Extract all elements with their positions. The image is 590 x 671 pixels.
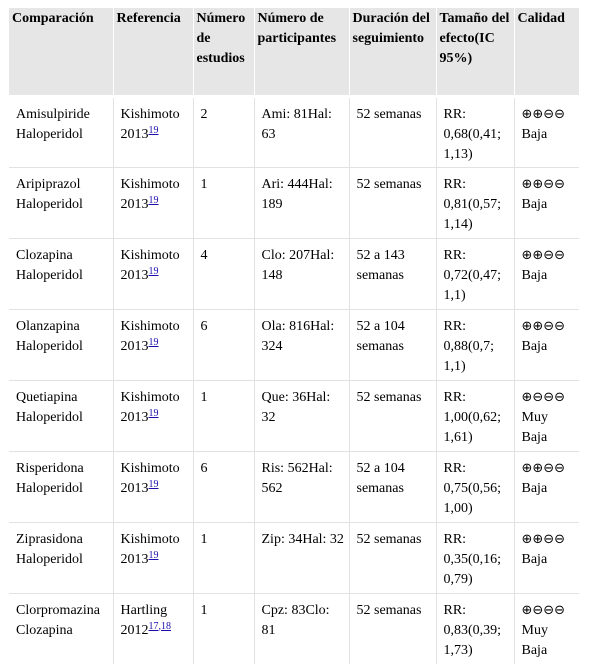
quality-label: Baja (521, 551, 548, 567)
citation-link[interactable]: 19 (148, 549, 159, 561)
drug-a: Risperidona (16, 460, 84, 476)
cell-participantes: Ari: 444Hal: 189 (254, 167, 349, 238)
cell-participantes: Ola: 816Hal: 324 (254, 309, 349, 380)
drug-b: Haloperidol (16, 480, 83, 496)
citation-link[interactable]: 19 (148, 407, 159, 419)
cell-participantes: Ami: 81Hal: 63 (254, 96, 349, 167)
quality-label: Baja (521, 338, 548, 354)
cell-referencia (113, 167, 193, 238)
grade-quality-icon: ⊕⊕⊖⊖ (521, 531, 566, 547)
table-header-row (9, 8, 579, 96)
cell-calidad (514, 238, 579, 309)
table-row (9, 238, 579, 309)
cell-participantes: Cpz: 83Clo: 81 (254, 593, 349, 664)
cell-referencia (113, 451, 193, 522)
cell-calidad (514, 167, 579, 238)
cell-participantes: Ris: 562Hal: 562 (254, 451, 349, 522)
cell-calidad (514, 522, 579, 593)
cell-tamano-efecto: RR: 0,72(0,47; 1,1) (436, 238, 514, 309)
drug-a: Aripiprazol (16, 176, 81, 192)
cell-duracion: 52 semanas (349, 522, 436, 593)
comparison-table (9, 8, 579, 664)
table-row (9, 380, 579, 451)
citation-link[interactable]: 17,18 (148, 620, 171, 632)
grade-quality-icon: ⊕⊖⊖⊖ (521, 389, 566, 405)
cell-tamano-efecto: RR: 0,83(0,39; 1,73) (436, 593, 514, 664)
drug-b: Haloperidol (16, 196, 83, 212)
cell-calidad (514, 96, 579, 167)
drug-b: Haloperidol (16, 267, 83, 283)
table-row (9, 96, 579, 167)
table-row (9, 309, 579, 380)
table-row (9, 451, 579, 522)
cell-duracion: 52 semanas (349, 96, 436, 167)
drug-a: Olanzapina (16, 318, 80, 334)
cell-comparacion (9, 380, 113, 451)
cell-comparacion (9, 167, 113, 238)
cell-referencia (113, 309, 193, 380)
header-comparacion: Comparación (9, 8, 113, 96)
reference-text: Kishimoto 2013 (120, 106, 180, 142)
cell-participantes: Zip: 34Hal: 32 (254, 522, 349, 593)
cell-referencia (113, 522, 193, 593)
drug-a: Amisulpiride (16, 106, 90, 122)
grade-quality-icon: ⊕⊕⊖⊖ (521, 460, 566, 476)
quality-label: Baja (521, 480, 548, 496)
drug-b: Haloperidol (16, 338, 83, 354)
header-duracion: Duración del seguimiento (349, 8, 436, 96)
quality-label: Baja (521, 267, 548, 283)
cell-referencia (113, 238, 193, 309)
header-calidad: Calidad (514, 8, 579, 96)
reference-text: Kishimoto 2013 (120, 460, 180, 496)
cell-numero-estudios: 1 (193, 380, 254, 451)
table-row (9, 522, 579, 593)
cell-calidad (514, 593, 579, 664)
cell-tamano-efecto: RR: 1,00(0,62; 1,61) (436, 380, 514, 451)
grade-quality-icon: ⊕⊕⊖⊖ (521, 176, 566, 192)
quality-label: Muy Baja (521, 622, 548, 658)
drug-b: Haloperidol (16, 551, 83, 567)
cell-numero-estudios: 1 (193, 593, 254, 664)
cell-comparacion (9, 96, 113, 167)
cell-tamano-efecto: RR: 0,75(0,56; 1,00) (436, 451, 514, 522)
reference-text: Hartling 2012 (120, 602, 168, 638)
cell-numero-estudios: 6 (193, 309, 254, 380)
drug-a: Clorpromazina (16, 602, 100, 618)
header-numero-estudios: Número de estudios (193, 8, 254, 96)
header-numero-participantes: Número de participantes (254, 8, 349, 96)
citation-link[interactable]: 19 (148, 194, 159, 206)
cell-participantes: Clo: 207Hal: 148 (254, 238, 349, 309)
quality-label: Muy Baja (521, 409, 548, 445)
reference-text: Kishimoto 2013 (120, 247, 180, 283)
drug-a: Ziprasidona (16, 531, 83, 547)
cell-duracion: 52 a 143 semanas (349, 238, 436, 309)
drug-b: Haloperidol (16, 409, 83, 425)
reference-text: Kishimoto 2013 (120, 176, 180, 212)
quality-label: Baja (521, 196, 548, 212)
grade-quality-icon: ⊕⊕⊖⊖ (521, 247, 566, 263)
cell-tamano-efecto: RR: 0,35(0,16; 0,79) (436, 522, 514, 593)
cell-numero-estudios: 1 (193, 522, 254, 593)
cell-comparacion (9, 522, 113, 593)
table-row (9, 167, 579, 238)
grade-quality-icon: ⊕⊕⊖⊖ (521, 318, 566, 334)
cell-duracion: 52 a 104 semanas (349, 309, 436, 380)
drug-a: Quetiapina (16, 389, 78, 405)
grade-quality-icon: ⊕⊕⊖⊖ (521, 106, 566, 122)
cell-tamano-efecto: RR: 0,81(0,57; 1,14) (436, 167, 514, 238)
header-referencia: Referencia (113, 8, 193, 96)
table-row (9, 593, 579, 664)
header-tamano-efecto: Tamaño del efecto(IC 95%) (436, 8, 514, 96)
cell-referencia (113, 593, 193, 664)
cell-numero-estudios: 1 (193, 167, 254, 238)
reference-text: Kishimoto 2013 (120, 531, 180, 567)
cell-duracion: 52 semanas (349, 167, 436, 238)
cell-calidad (514, 380, 579, 451)
cell-comparacion (9, 309, 113, 380)
cell-calidad (514, 451, 579, 522)
cell-duracion: 52 semanas (349, 593, 436, 664)
cell-comparacion (9, 593, 113, 664)
cell-tamano-efecto: RR: 0,68(0,41; 1,13) (436, 96, 514, 167)
cell-participantes: Que: 36Hal: 32 (254, 380, 349, 451)
grade-quality-icon: ⊕⊖⊖⊖ (521, 602, 566, 618)
cell-comparacion (9, 451, 113, 522)
cell-referencia (113, 96, 193, 167)
cell-duracion: 52 a 104 semanas (349, 451, 436, 522)
citation-link[interactable]: 19 (148, 478, 159, 490)
citation-link[interactable]: 19 (148, 336, 159, 348)
cell-comparacion (9, 238, 113, 309)
citation-link[interactable]: 19 (148, 124, 159, 136)
cell-duracion: 52 semanas (349, 380, 436, 451)
cell-calidad (514, 309, 579, 380)
table-body (9, 96, 579, 664)
quality-label: Baja (521, 126, 548, 142)
drug-b: Clozapina (16, 622, 73, 638)
reference-text: Kishimoto 2013 (120, 389, 180, 425)
cell-numero-estudios: 6 (193, 451, 254, 522)
citation-link[interactable]: 19 (148, 265, 159, 277)
cell-referencia (113, 380, 193, 451)
cell-numero-estudios: 2 (193, 96, 254, 167)
reference-text: Kishimoto 2013 (120, 318, 180, 354)
drug-b: Haloperidol (16, 126, 83, 142)
drug-a: Clozapina (16, 247, 73, 263)
cell-tamano-efecto: RR: 0,88(0,7; 1,1) (436, 309, 514, 380)
cell-numero-estudios: 4 (193, 238, 254, 309)
